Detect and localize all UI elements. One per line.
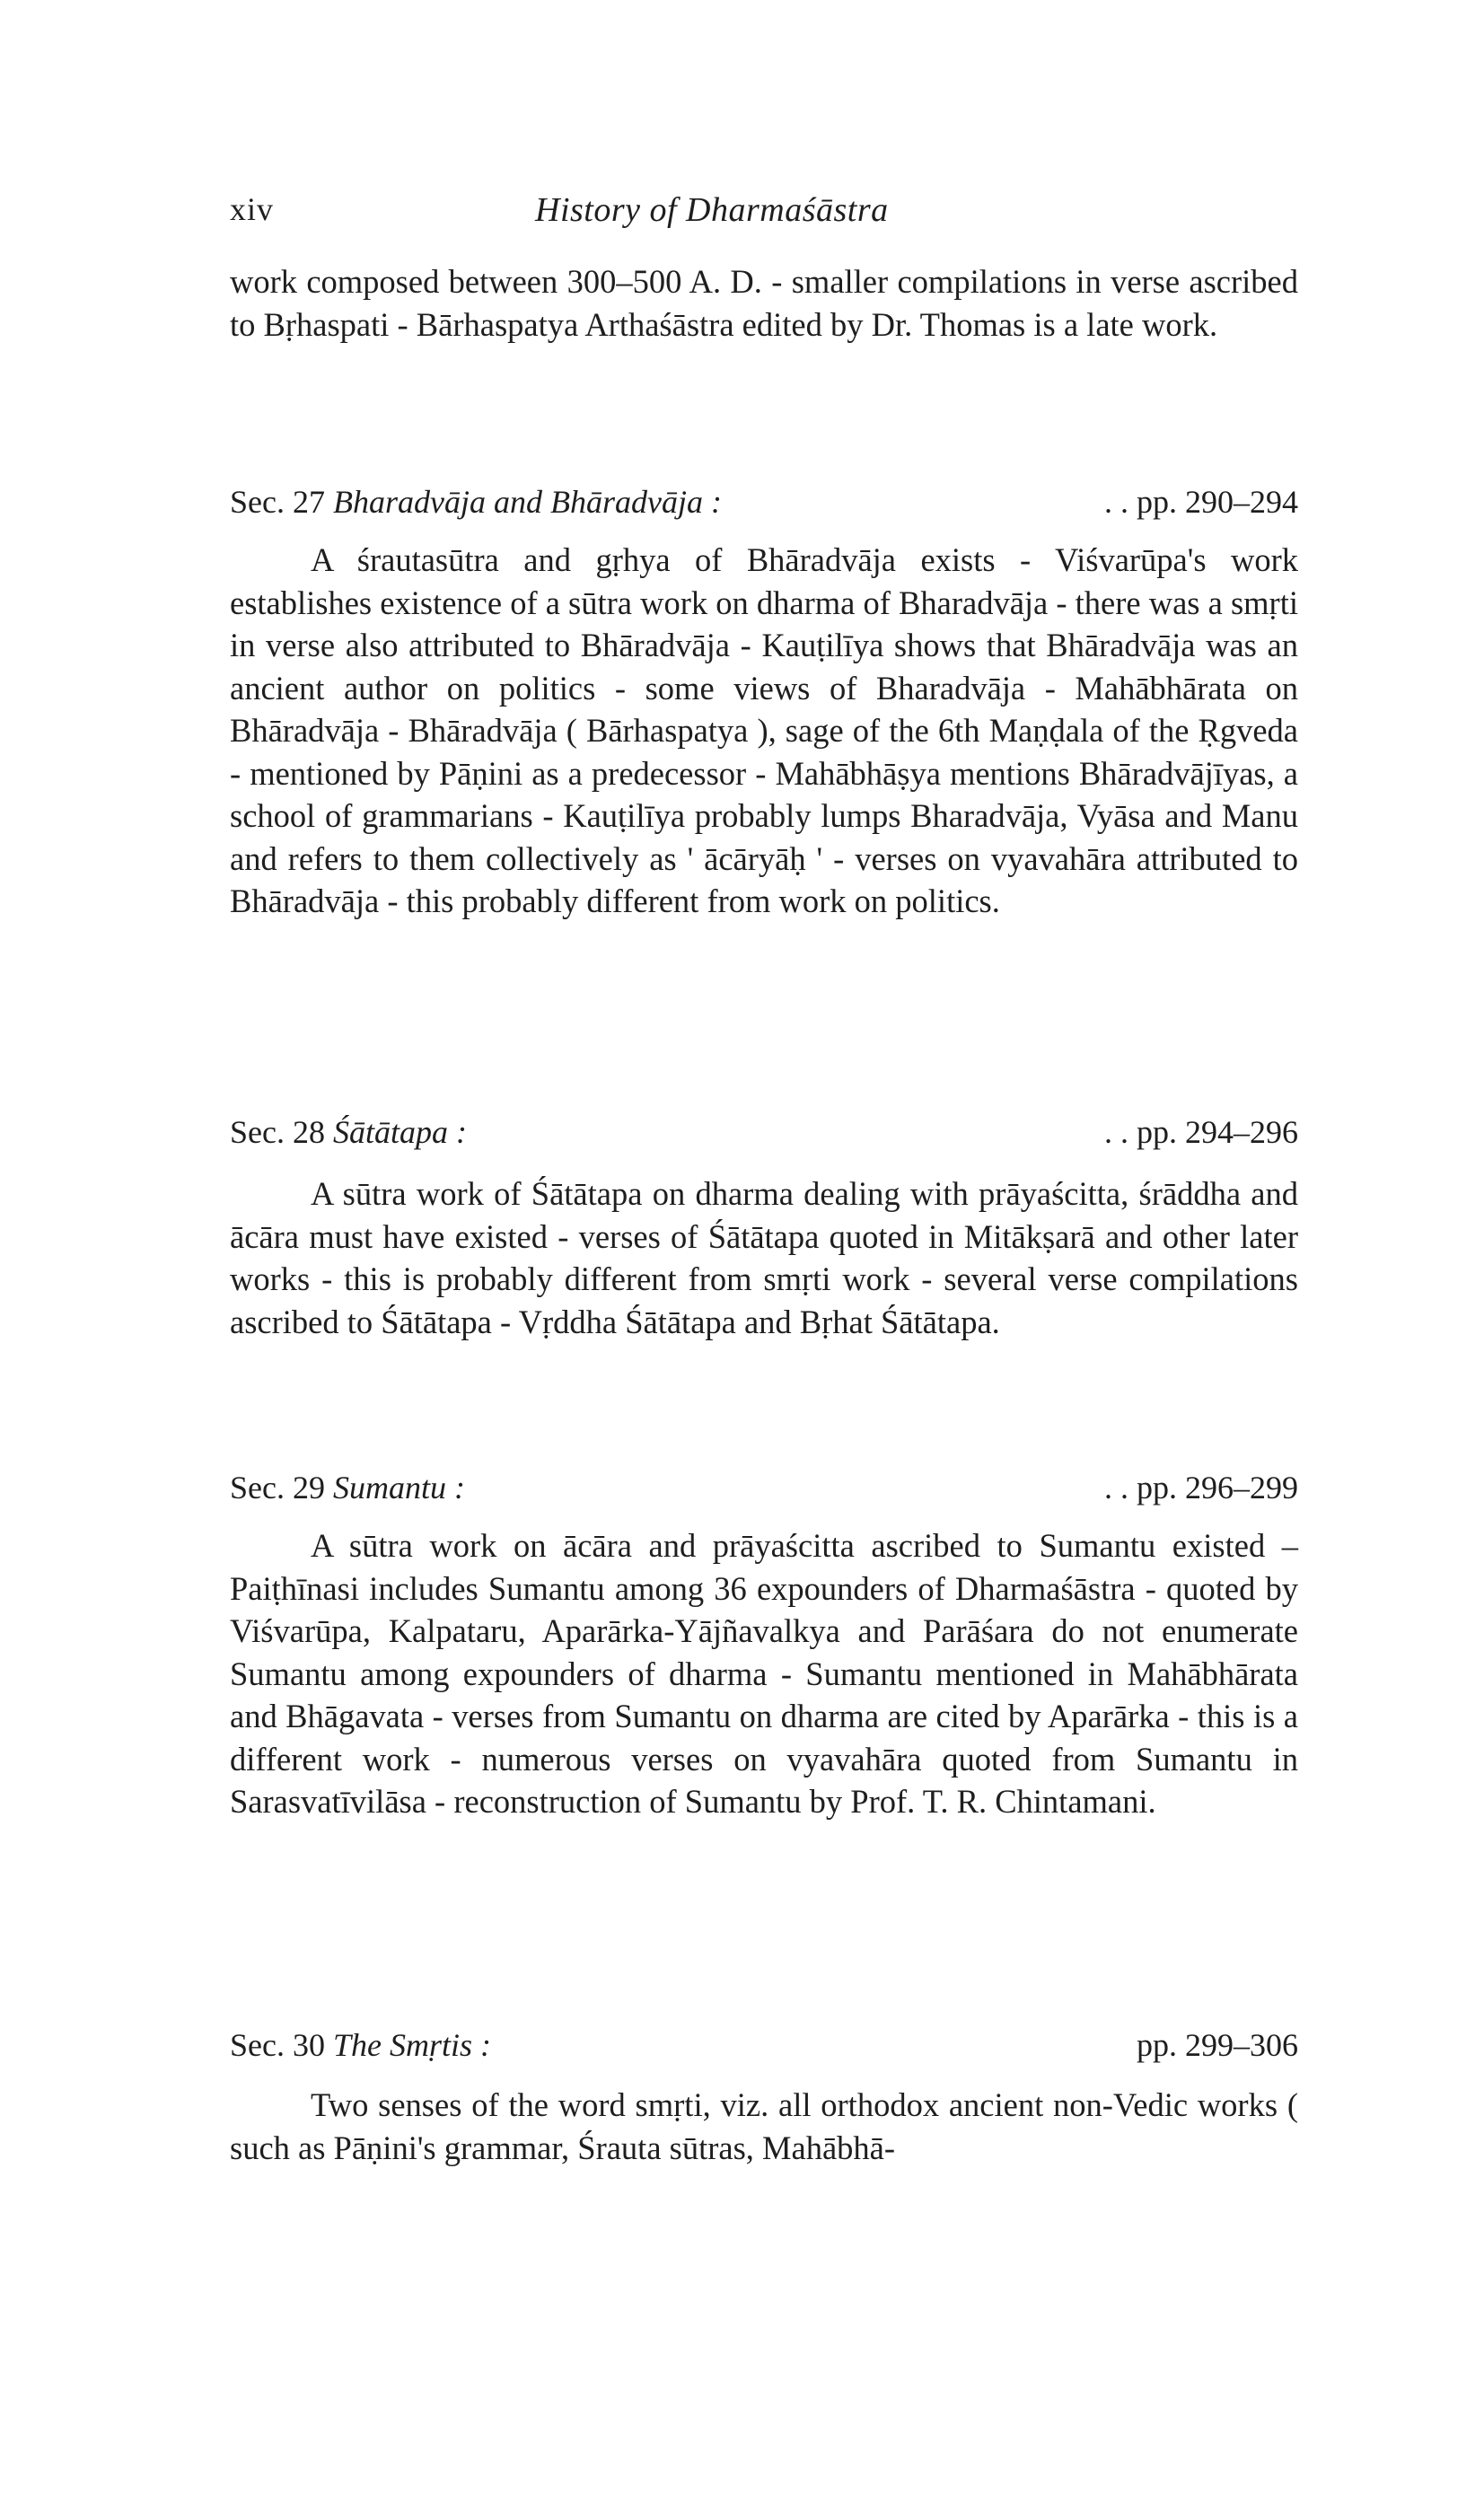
section-title: Śātātapa :: [332, 1114, 467, 1150]
section-title: Bharadvāja and Bhāradvāja :: [332, 484, 722, 520]
section-paragraph-28: A sūtra work of Śātātapa on dharma dealing with prāyaścitta, śrāddha and ācāra must have existed - verses of Śātātapa quoted in Mitākṣarā and other later works - this is probably different from smṛti work - several verse compilations ascribed to Śātātapa - Vṛddha Śātātapa and Bṛhat Śātātapa.: [230, 1175, 1298, 1340]
section-paragraph-29: A sūtra work on ācāra and prāyaścitta ascribed to Sumantu existed – Paiṭhīnasi includes Sumantu among 36 expounders of Dharmaśāstra - quoted by Viśvarūpa, Kalpataru, Aparārka-Yājñavalkya and Parāśara do not enumerate Sumantu among expounders of dharma - Sumantu mentioned in Mahābhārata and Bhāgavata - verses from Sumantu on dharma are cited by Aparārka - this is a different work - numerous verses on vyavahāra quoted from Sumantu in Sarasvatīvilāsa - reconstruction of Sumantu by Prof. T. R. Chintamani.: [230, 1527, 1298, 1820]
section-heading-30: [230, 2026, 1298, 2071]
intro-paragraph: work composed between 300–500 A. D. - smaller compilations in verse ascribed to Bṛhaspati - Bārhaspatya Arthaśāstra edited by Dr. Thomas is a late work.: [230, 263, 1298, 343]
section-paragraph-27: A śrautasūtra and gṛhya of Bhāradvāja exists - Viśvarūpa's work establishes existence of a sūtra work on dharma of Bharadvāja - there was a smṛti in verse also attributed to Bhāradvāja - Kauṭilīya shows that Bhāradvāja was an ancient author on politics - some views of Bharadvāja - Mahābhārata on Bhāradvāja - Bhāradvāja ( Bārhaspatya ), sage of the 6th Maṇḍala of the Ṛgveda - mentioned by Pāṇini as a predecessor - Mahābhāṣya mentions Bhāradvājīyas, a school of grammarians - Kauṭilīya probably lumps Bharadvāja, Vyāsa and Manu and refers to them collectively as ' ācāryāḥ ' - verses on vyavahāra attributed to Bhāradvāja - this probably different from work on politics.: [230, 541, 1298, 919]
section-pages: . . pp. 290–294: [1104, 484, 1298, 520]
section-title: The Smṛtis :: [332, 2027, 491, 2063]
section-label: Sec. 28 Śātātapa :: [230, 1114, 467, 1150]
section-label: Sec. 30 The Smṛtis :: [230, 2027, 491, 2063]
section-pages: pp. 299–306: [1137, 2027, 1298, 2063]
section-heading-29: [230, 1469, 1298, 1514]
running-title: History of Dharmaśāstra: [535, 191, 889, 229]
section-pages: . . pp. 294–296: [1104, 1114, 1298, 1150]
section-heading-27: [230, 483, 1298, 528]
section-title: Sumantu :: [332, 1470, 465, 1506]
section-heading-28: [230, 1113, 1298, 1158]
section-paragraph-30: Two senses of the word smṛti, viz. all orthodox ancient non-Vedic works ( such as Pāṇini's grammar, Śrauta sūtras, Mahābhā-: [230, 2086, 1298, 2166]
section-label: Sec. 29 Sumantu :: [230, 1470, 465, 1506]
section-pages: . . pp. 296–299: [1104, 1470, 1298, 1506]
section-label: Sec. 27 Bharadvāja and Bhāradvāja :: [230, 484, 722, 520]
page-number: xiv: [230, 191, 275, 227]
page-header: [230, 190, 1298, 244]
